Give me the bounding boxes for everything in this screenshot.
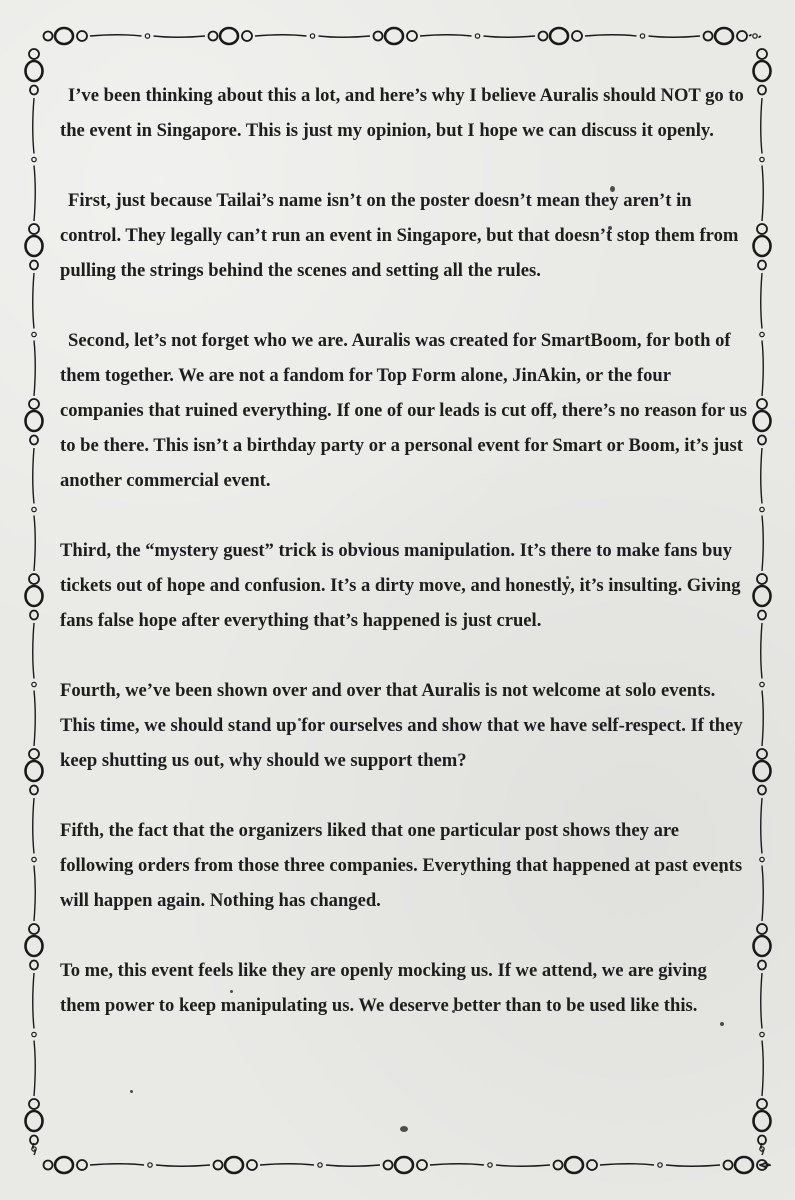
ring-ornament <box>760 1032 764 1036</box>
ring-ornament <box>475 34 479 38</box>
ring-ornament <box>29 224 39 234</box>
swirl-ornament <box>749 35 751 36</box>
ring-ornament <box>29 574 39 584</box>
ring-ornament <box>757 224 767 234</box>
swirl-ornament <box>761 973 762 1029</box>
ring-ornament <box>32 857 36 861</box>
ring-ornament <box>148 1163 152 1167</box>
swirl-ornament <box>319 36 371 37</box>
ring-ornament <box>758 786 766 795</box>
ring-ornament <box>724 1161 733 1170</box>
swirl-ornament <box>33 798 34 854</box>
swirl-ornament <box>33 273 34 329</box>
ring-ornament <box>417 1160 427 1170</box>
ring-ornament <box>30 86 38 95</box>
ring-ornament <box>44 1161 53 1170</box>
swirl-ornament <box>600 1164 654 1165</box>
ring-ornament <box>30 786 38 795</box>
ring-ornament <box>735 1157 753 1173</box>
ring-ornament <box>55 28 73 44</box>
ring-ornament <box>32 507 36 511</box>
ring-ornament <box>407 31 417 41</box>
bottom-border-ornament <box>44 1157 772 1173</box>
ring-ornament <box>760 857 764 861</box>
ring-ornament <box>77 1160 87 1170</box>
ring-ornament <box>754 411 771 431</box>
swirl-ornament <box>762 341 763 397</box>
ring-ornament <box>758 261 766 270</box>
swirl-ornament <box>666 1165 720 1166</box>
swirl-ornament <box>761 98 762 154</box>
ring-ornament <box>753 34 757 38</box>
ring-ornament <box>26 761 43 781</box>
ring-ornament <box>760 507 764 511</box>
ring-ornament <box>550 28 568 44</box>
ring-ornament <box>754 61 771 81</box>
paper-speck <box>130 1090 133 1093</box>
ring-ornament <box>26 586 43 606</box>
ring-ornament <box>754 236 771 256</box>
ring-ornament <box>26 61 43 81</box>
swirl-ornament <box>154 36 206 37</box>
ring-ornament <box>29 924 39 934</box>
swirl-ornament <box>761 623 762 679</box>
ring-ornament <box>757 1160 767 1170</box>
swirl-ornament <box>34 866 35 922</box>
swirl-ornament <box>585 35 637 36</box>
swirl-ornament <box>649 36 701 37</box>
swirl-ornament <box>156 1165 210 1166</box>
paragraph-second-point: Second, let’s not forget who we are. Auralis was created for SmartBoom, for both of them together. We are not a fandom for Top Form alone, JinAkin, or the four companies that ruined everything. If one of our leads is cut off, there’s no reason for us to be there. This isn’t a birthday party or a personal event for Smart or Boom, it’s just another commercial event. <box>60 330 747 491</box>
ring-ornament <box>758 961 766 970</box>
ring-ornament <box>760 682 764 686</box>
ring-ornament <box>32 157 36 161</box>
top-border-ornament <box>44 28 762 44</box>
ring-ornament <box>30 611 38 620</box>
ring-ornament <box>209 32 218 41</box>
ring-ornament <box>384 1161 393 1170</box>
ring-ornament <box>247 1160 257 1170</box>
ring-ornament <box>318 1163 322 1167</box>
ring-ornament <box>26 936 43 956</box>
swirl-ornament <box>33 623 34 679</box>
swirl-ornament <box>90 35 142 36</box>
ring-ornament <box>488 1163 492 1167</box>
swirl-ornament <box>34 1041 35 1097</box>
paragraph-intro: I’ve been thinking about this a lot, and here’s why I believe Auralis should NOT go to the event in Singapore. This is just my opinion, but I hope we can discuss it openly. <box>60 85 744 141</box>
ring-ornament <box>754 761 771 781</box>
swirl-ornament <box>260 1164 314 1165</box>
ring-ornament <box>754 586 771 606</box>
ring-ornament <box>757 49 767 59</box>
ring-ornament <box>374 32 383 41</box>
ring-ornament <box>715 28 733 44</box>
ring-ornament <box>758 611 766 620</box>
ring-ornament <box>32 1032 36 1036</box>
ring-ornament <box>26 411 43 431</box>
ring-ornament <box>29 49 39 59</box>
ring-ornament <box>760 332 764 336</box>
ring-ornament <box>30 261 38 270</box>
ring-ornament <box>758 86 766 95</box>
swirl-ornament <box>762 1041 763 1097</box>
swirl-ornament <box>760 1165 771 1166</box>
ring-ornament <box>30 436 38 445</box>
ring-ornament <box>310 34 314 38</box>
ring-ornament <box>760 157 764 161</box>
ring-ornament <box>758 436 766 445</box>
swirl-ornament <box>762 166 763 222</box>
swirl-ornament <box>255 35 307 36</box>
swirl-ornament <box>34 516 35 572</box>
left-border-ornament <box>26 49 43 1155</box>
ring-ornament <box>757 1099 767 1109</box>
swirl-ornament <box>34 691 35 747</box>
swirl-ornament <box>90 1164 144 1165</box>
swirl-ornament <box>34 166 35 222</box>
ring-ornament <box>754 936 771 956</box>
ring-ornament <box>44 32 53 41</box>
ring-ornament <box>225 1157 243 1173</box>
swirl-ornament <box>326 1165 380 1166</box>
swirl-ornament <box>420 35 472 36</box>
ring-ornament <box>26 236 43 256</box>
swirl-ornament <box>762 516 763 572</box>
ring-ornament <box>29 749 39 759</box>
swirl-ornament <box>34 341 35 397</box>
paragraph-third-point: Third, the “mystery guest” trick is obvious manipulation. It’s there to make fans buy tickets out of hope and confusion. It’s a dirty move, and honestly, it’s insulting. Giving fans false hope after everything that’s happened is just cruel. <box>60 540 741 631</box>
swirl-ornament <box>761 448 762 504</box>
swirl-ornament <box>761 798 762 854</box>
swirl-ornament <box>33 973 34 1029</box>
swirl-ornament <box>430 1164 484 1165</box>
ring-ornament <box>757 924 767 934</box>
ring-ornament <box>32 332 36 336</box>
ring-ornament <box>757 749 767 759</box>
paragraph-first-point: First, just because Tailai’s name isn’t on the poster doesn’t mean they aren’t in control. They legally can’t run an event in Singapore, but that doesn’t stop them from pulling the strings behind the scenes and setting all the rules. <box>60 190 739 281</box>
ring-ornament <box>29 399 39 409</box>
ring-ornament <box>29 1099 39 1109</box>
ring-ornament <box>77 31 87 41</box>
swirl-ornament <box>33 448 34 504</box>
swirl-ornament <box>759 36 761 37</box>
ring-ornament <box>145 34 149 38</box>
ring-ornament <box>395 1157 413 1173</box>
ring-ornament <box>572 31 582 41</box>
ring-ornament <box>640 34 644 38</box>
swirl-ornament <box>496 1165 550 1166</box>
paragraph-conclusion: To me, this event feels like they are openly mocking us. If we attend, we are giving them power to keep manipulating us. We deserve better than to be used like this. <box>60 960 707 1016</box>
ring-ornament <box>658 1163 662 1167</box>
ring-ornament <box>737 31 747 41</box>
swirl-ornament <box>33 98 34 154</box>
ring-ornament <box>757 574 767 584</box>
ring-ornament <box>704 32 713 41</box>
ring-ornament <box>220 28 238 44</box>
ring-ornament <box>565 1157 583 1173</box>
paragraph-fourth-point: Fourth, we’ve been shown over and over that Auralis is not welcome at solo events. This time, we should stand up for ourselves and show that we have self-respect. If they keep shutting us out, why should we support them? <box>60 680 743 771</box>
ring-ornament <box>32 682 36 686</box>
ring-ornament <box>754 1111 771 1131</box>
ring-ornament <box>55 1157 73 1173</box>
ring-ornament <box>554 1161 563 1170</box>
paper-speck <box>400 1126 408 1132</box>
swirl-ornament <box>762 866 763 922</box>
ring-ornament <box>242 31 252 41</box>
swirl-ornament <box>484 36 536 37</box>
swirl-ornament <box>762 691 763 747</box>
ring-ornament <box>757 399 767 409</box>
ring-ornament <box>385 28 403 44</box>
document-body <box>60 78 750 1058</box>
ring-ornament <box>26 1111 43 1131</box>
ring-ornament <box>539 32 548 41</box>
right-border-ornament <box>754 49 771 1155</box>
swirl-ornament <box>761 273 762 329</box>
ring-ornament <box>30 961 38 970</box>
ring-ornament <box>214 1161 223 1170</box>
paragraph-fifth-point: Fifth, the fact that the organizers liked that one particular post shows they are following orders from those three companies. Everything that happened at past events will happen again. Nothing has changed. <box>60 820 743 911</box>
ring-ornament <box>587 1160 597 1170</box>
